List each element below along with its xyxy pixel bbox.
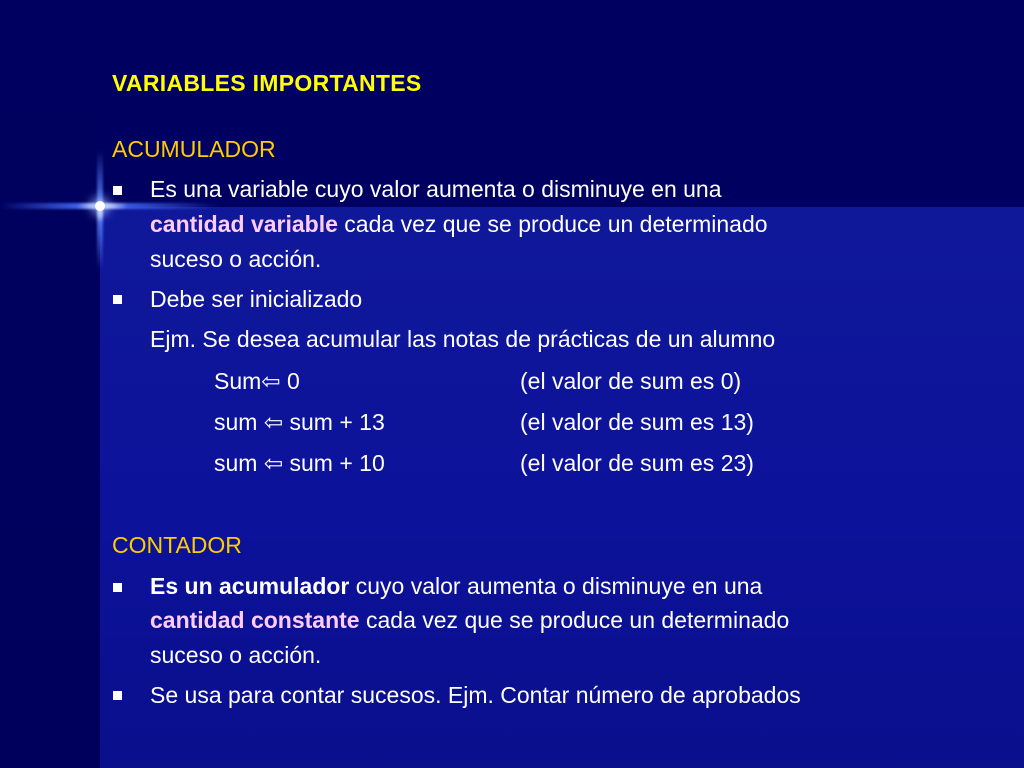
contador-bullet1-line2 [150,607,789,634]
example-comment-3: (el valor de sum es 23) [520,450,754,476]
contador-bullet1-line2-rest: cada vez que se produce un determinado [359,607,790,633]
bullet-square-icon [113,295,122,304]
acumulador-bullet1-line1: Es una variable cuyo valor aumenta o disminuye en una [150,176,722,202]
contador-bullet1-line1-rest: cuyo valor aumenta o disminuye en una [349,573,763,599]
example-code-2 [214,409,385,436]
acumulador-bullet1-line2-rest: cada vez que se produce un determinado [337,211,768,237]
example-code-3-pre: sum [214,450,264,476]
background-left-band [0,0,100,768]
left-arrow-icon: ⇦ [263,409,284,435]
acumulador-highlight: cantidad variable [150,211,338,237]
example-code-3 [214,450,385,477]
example-comment-1: (el valor de sum es 0) [520,368,742,394]
contador-heading: CONTADOR [112,532,242,558]
acumulador-heading: ACUMULADOR [112,136,276,162]
bullet-square-icon [113,691,122,700]
contador-highlight: cantidad constante [150,607,360,633]
bullet-square-icon [113,186,122,195]
light-flare-horizontal [0,203,220,209]
example-code-1 [214,368,300,395]
contador-bullet1-line1 [150,573,762,600]
left-arrow-icon: ⇦ [263,450,284,476]
bullet-square-icon [113,583,122,592]
acumulador-bullet2: Debe ser inicializado [150,286,363,312]
example-code-2-post: sum + 13 [283,409,385,435]
example-code-3-post: sum + 10 [283,450,385,476]
example-comment-2: (el valor de sum es 13) [520,409,754,435]
slide-title: VARIABLES IMPORTANTES [112,70,422,96]
left-arrow-icon: ⇦ [261,368,281,394]
example-code-1-post: 0 [280,368,300,394]
example-code-2-pre: sum [214,409,264,435]
acumulador-bullet1-line3: suceso o acción. [150,246,322,272]
example-code-1-pre: Sum [214,368,262,394]
example-intro: Ejm. Se desea acumular las notas de prácticas de un alumno [150,326,776,352]
contador-bullet1-line3: suceso o acción. [150,642,322,668]
contador-bullet2: Se usa para contar sucesos. Ejm. Contar número de aprobados [150,682,801,708]
contador-bold-lead: Es un acumulador [150,573,350,599]
acumulador-bullet1-line2 [150,211,768,238]
light-flare-core [95,201,105,211]
